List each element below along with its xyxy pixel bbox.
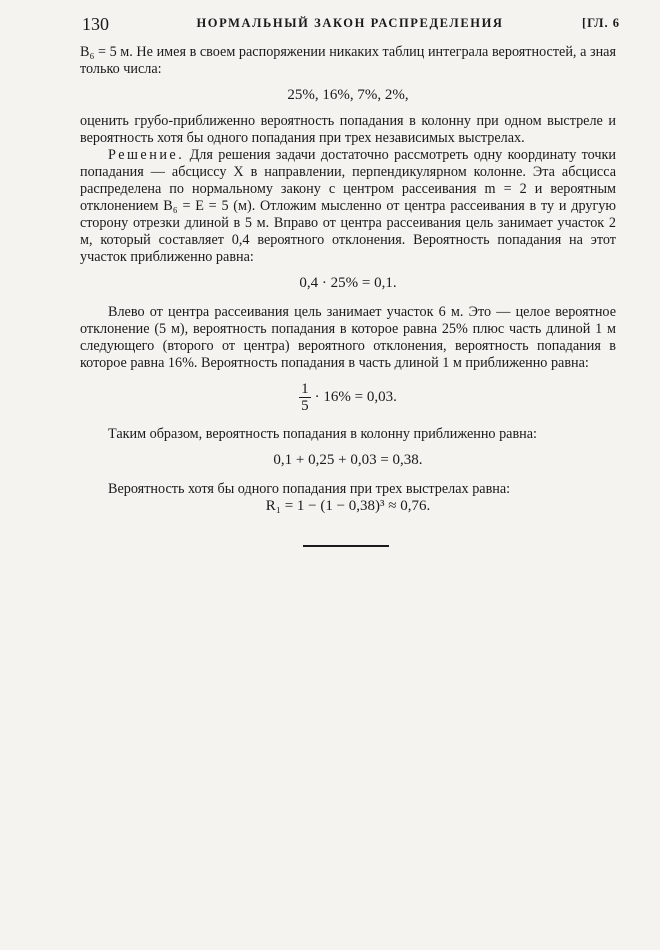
running-header <box>80 14 620 38</box>
fraction-denominator: 5 <box>301 398 309 414</box>
fraction-numerator: 1 <box>301 381 309 397</box>
solution-text: Для решения задачи достаточно рассмотреть одну координату точки попадания — абсциссу X в направлении, перпендикулярном колонне. Эта абсцисса распределена по нормальному закону с центром рассеивания m = 2 и вероятным отклонением B₆ = E = 5 (м). Отложим мысленно от центра рассеивания в ту и другую сторону отрезки длиной в 5 м. Вправо от центра рассеивания цель занимает участок 2 м, который составляет 0,4 вероятного отклонения. Вероятность попадания на этот участок приближенно равна: <box>80 147 617 265</box>
solution-label: Решение. <box>108 147 185 163</box>
formula-fraction <box>80 381 616 414</box>
paragraph-left-part: Влево от центра рассеивания цель занимает участок 6 м. Это — целое вероятное отклонение (5 м), вероятность попадания в которое равна 25% плюс часть длиной 1 м следующего (второго от центра) вероятного отклонения, вероятность попадания в которое равна 16%. Вероятность попадания в часть длиной 1 м приближенно равна: <box>80 304 616 371</box>
paragraph-solution <box>80 147 616 266</box>
paragraph-three-shots: Вероятность хотя бы одного попадания при трех выстрелах равна: <box>108 481 511 497</box>
fraction-rest: · 16% = 0,03. <box>314 388 397 405</box>
running-title: НОРМАЛЬНЫЙ ЗАКОН РАСПРЕДЕЛЕНИЯ <box>196 16 504 30</box>
chapter-label: [ГЛ. 6 <box>581 16 620 30</box>
paragraph-total: Таким образом, вероятность попадания в колонну приближенно равна: <box>108 426 537 442</box>
paragraph-intro: B₆ = 5 м. Не имея в своем распоряжении никаких таблиц интеграла вероятностей, а зная только числа: <box>80 44 616 77</box>
page-body <box>80 44 616 515</box>
section-end-rule <box>303 545 389 547</box>
fraction <box>299 381 311 414</box>
formula-right-part: 0,4 · 25% = 0,1. <box>299 275 397 291</box>
formula-total: 0,1 + 0,25 + 0,03 = 0,38. <box>273 452 423 468</box>
page-number: 130 <box>82 14 109 34</box>
numbers-list: 25%, 16%, 7%, 2%, <box>287 87 409 103</box>
paragraph-task: оценить грубо-приближенно вероятность попадания в колонну при одном выстреле и вероятность хотя бы одного попадания при трех независимых выстрелах. <box>80 113 616 146</box>
formula-three-shots: R₁ = 1 − (1 − 0,38)³ ≈ 0,76. <box>265 498 431 514</box>
